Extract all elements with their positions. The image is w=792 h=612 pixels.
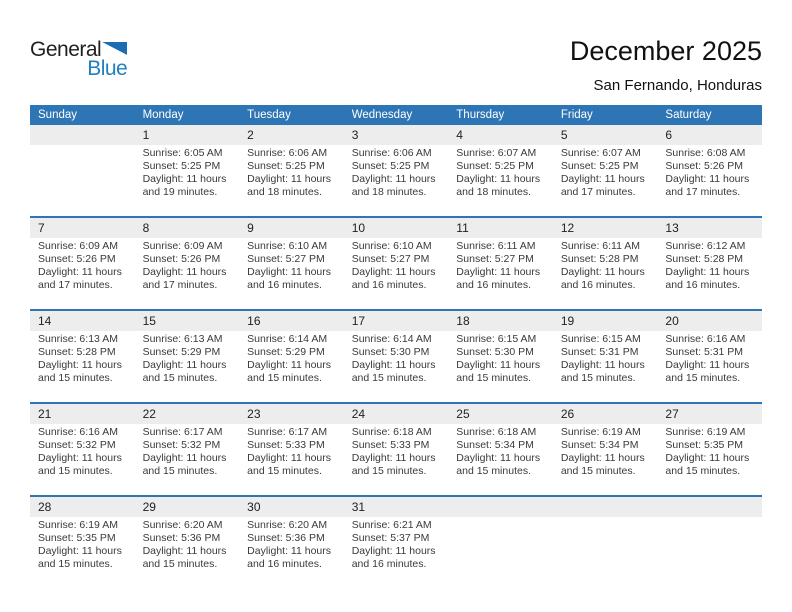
sunrise-text: Sunrise: 6:12 AM	[665, 240, 746, 252]
date-band	[30, 218, 762, 238]
day-cell	[135, 238, 240, 309]
sunset-text: Sunset: 5:36 PM	[142, 532, 221, 544]
day-cell	[344, 145, 449, 216]
day-cell	[135, 145, 240, 216]
day-number: 10	[351, 221, 366, 235]
page-subtitle: San Fernando, Honduras	[593, 77, 762, 94]
day-cell	[448, 517, 553, 588]
daylight-text: Daylight: 11 hours and 18 minutes.	[247, 173, 331, 198]
day-number: 8	[142, 221, 150, 235]
sunset-text: Sunset: 5:33 PM	[247, 439, 325, 451]
day-cell	[657, 517, 762, 588]
weekday-header	[30, 105, 762, 125]
sunset-text: Sunset: 5:26 PM	[665, 160, 744, 172]
day-number: 14	[38, 314, 52, 328]
sunrise-text: Sunrise: 6:05 AM	[142, 147, 223, 159]
day-cell	[448, 145, 553, 216]
sunset-text: Sunset: 5:37 PM	[351, 532, 430, 544]
logo-blue-text: Blue	[87, 57, 128, 80]
day-number: 6	[665, 128, 673, 142]
day-cell	[448, 331, 553, 402]
sunset-text: Sunset: 5:27 PM	[247, 253, 325, 265]
daylight-text: Daylight: 11 hours and 16 minutes.	[247, 545, 331, 570]
sunset-text: Sunset: 5:34 PM	[456, 439, 534, 451]
day-cell	[135, 517, 240, 588]
sunrise-text: Sunrise: 6:11 AM	[560, 240, 641, 252]
title-block	[570, 36, 762, 94]
page-title: December 2025	[569, 36, 762, 66]
sunrise-text: Sunrise: 6:16 AM	[665, 333, 746, 345]
daylight-text: Daylight: 11 hours and 15 minutes.	[560, 452, 645, 477]
day-cell	[135, 331, 240, 402]
sunrise-text: Sunrise: 6:18 AM	[351, 426, 432, 438]
day-number: 7	[38, 221, 45, 235]
daylight-text: Daylight: 11 hours and 16 minutes.	[247, 266, 331, 291]
sunrise-text: Sunrise: 6:14 AM	[247, 333, 328, 345]
weekday-cell-saturday: Saturday	[665, 109, 712, 121]
day-number: 20	[665, 314, 679, 328]
sunset-text: Sunset: 5:25 PM	[142, 160, 221, 172]
week-content	[30, 424, 762, 495]
sunrise-text: Sunrise: 6:10 AM	[247, 240, 328, 252]
sunrise-text: Sunrise: 6:09 AM	[142, 240, 223, 252]
day-cell	[448, 238, 553, 309]
daylight-text: Daylight: 11 hours and 15 minutes.	[351, 359, 436, 384]
daylight-text: Daylight: 11 hours and 17 minutes.	[560, 173, 645, 198]
day-cell	[553, 145, 658, 216]
day-number	[448, 497, 553, 517]
day-number: 29	[142, 500, 156, 514]
daylight-text: Daylight: 11 hours and 15 minutes.	[142, 545, 227, 570]
weekday-cell-monday: Monday	[142, 109, 184, 121]
day-number: 12	[560, 221, 575, 235]
day-number: 25	[456, 407, 470, 421]
daylight-text: Daylight: 11 hours and 19 minutes.	[142, 173, 227, 198]
week-content	[30, 238, 762, 309]
day-number	[30, 125, 135, 145]
sunrise-text: Sunrise: 6:07 AM	[560, 147, 641, 159]
day-number: 9	[247, 221, 254, 235]
day-cell	[344, 517, 449, 588]
sunset-text: Sunset: 5:25 PM	[560, 160, 639, 172]
daylight-text: Daylight: 11 hours and 17 minutes.	[142, 266, 227, 291]
daylight-text: Daylight: 11 hours and 17 minutes.	[38, 266, 122, 291]
day-number: 23	[247, 407, 261, 421]
daylight-text: Daylight: 11 hours and 15 minutes.	[351, 452, 436, 477]
daylight-text: Daylight: 11 hours and 15 minutes.	[456, 452, 541, 477]
day-number: 4	[456, 128, 463, 142]
sunrise-text: Sunrise: 6:11 AM	[456, 240, 536, 252]
sunrise-text: Sunrise: 6:08 AM	[665, 147, 746, 159]
sunrise-text: Sunrise: 6:10 AM	[351, 240, 432, 252]
week-row	[30, 125, 762, 216]
sunrise-text: Sunrise: 6:20 AM	[142, 519, 223, 531]
day-cell	[30, 424, 135, 495]
sunrise-text: Sunrise: 6:09 AM	[38, 240, 118, 252]
day-number: 16	[247, 314, 261, 328]
sunset-text: Sunset: 5:35 PM	[38, 532, 116, 544]
date-band	[30, 125, 762, 145]
day-number: 30	[247, 500, 261, 514]
week-content	[30, 331, 762, 402]
sunset-text: Sunset: 5:31 PM	[665, 346, 744, 358]
day-number: 13	[665, 221, 679, 235]
sunset-text: Sunset: 5:25 PM	[247, 160, 325, 172]
daylight-text: Daylight: 11 hours and 15 minutes.	[38, 452, 122, 477]
weekday-cell-friday: Friday	[560, 109, 593, 121]
day-cell	[553, 424, 658, 495]
daylight-text: Daylight: 11 hours and 15 minutes.	[665, 452, 750, 477]
logo-general-text: General	[30, 38, 102, 61]
sunrise-text: Sunrise: 6:16 AM	[38, 426, 118, 438]
daylight-text: Daylight: 11 hours and 16 minutes.	[456, 266, 541, 291]
week-row	[30, 216, 762, 309]
day-cell	[344, 238, 449, 309]
sunrise-text: Sunrise: 6:20 AM	[247, 519, 328, 531]
sunrise-text: Sunrise: 6:06 AM	[351, 147, 432, 159]
daylight-text: Daylight: 11 hours and 15 minutes.	[38, 545, 122, 570]
date-band	[30, 404, 762, 424]
sunrise-text: Sunrise: 6:07 AM	[456, 147, 537, 159]
daylight-text: Daylight: 11 hours and 15 minutes.	[142, 452, 227, 477]
day-cell	[239, 238, 344, 309]
sunrise-text: Sunrise: 6:13 AM	[38, 333, 118, 345]
day-cell	[30, 331, 135, 402]
day-number: 28	[38, 500, 52, 514]
daylight-text: Daylight: 11 hours and 16 minutes.	[351, 266, 436, 291]
sunrise-text: Sunrise: 6:17 AM	[247, 426, 328, 438]
daylight-text: Daylight: 11 hours and 16 minutes.	[351, 545, 436, 570]
day-cell	[30, 517, 135, 588]
day-number: 26	[560, 407, 575, 421]
day-number: 22	[142, 407, 156, 421]
week-content	[30, 517, 762, 588]
sunset-text: Sunset: 5:27 PM	[456, 253, 534, 265]
calendar-table	[30, 105, 762, 588]
sunset-text: Sunset: 5:26 PM	[38, 253, 116, 265]
day-number: 5	[560, 128, 568, 142]
day-cell	[553, 331, 658, 402]
day-number	[657, 497, 762, 517]
day-number: 31	[351, 500, 366, 514]
sunrise-text: Sunrise: 6:17 AM	[142, 426, 223, 438]
sunset-text: Sunset: 5:28 PM	[560, 253, 639, 265]
sunset-text: Sunset: 5:32 PM	[142, 439, 221, 451]
sunrise-text: Sunrise: 6:21 AM	[351, 519, 432, 531]
weekday-cell-sunday: Sunday	[38, 109, 78, 121]
sunset-text: Sunset: 5:28 PM	[665, 253, 744, 265]
weekday-cell-tuesday: Tuesday	[247, 109, 291, 121]
logo-triangle-icon	[102, 42, 127, 55]
sunrise-text: Sunrise: 6:15 AM	[560, 333, 641, 345]
day-cell	[239, 517, 344, 588]
sunset-text: Sunset: 5:25 PM	[351, 160, 430, 172]
day-cell	[239, 331, 344, 402]
week-row	[30, 402, 762, 495]
sunrise-text: Sunrise: 6:06 AM	[247, 147, 328, 159]
day-number: 24	[351, 407, 366, 421]
day-number: 15	[142, 314, 156, 328]
day-cell	[239, 145, 344, 216]
sunset-text: Sunset: 5:28 PM	[38, 346, 116, 358]
daylight-text: Daylight: 11 hours and 18 minutes.	[351, 173, 436, 198]
day-number	[553, 497, 658, 517]
daylight-text: Daylight: 11 hours and 15 minutes.	[142, 359, 227, 384]
sunrise-text: Sunrise: 6:18 AM	[456, 426, 537, 438]
daylight-text: Daylight: 11 hours and 18 minutes.	[456, 173, 541, 198]
sunset-text: Sunset: 5:31 PM	[560, 346, 639, 358]
sunset-text: Sunset: 5:25 PM	[456, 160, 534, 172]
week-row	[30, 495, 762, 588]
date-band	[30, 497, 762, 517]
day-number: 11	[456, 221, 469, 235]
week-content	[30, 145, 762, 216]
sunrise-text: Sunrise: 6:15 AM	[456, 333, 537, 345]
daylight-text: Daylight: 11 hours and 15 minutes.	[456, 359, 541, 384]
sunset-text: Sunset: 5:29 PM	[142, 346, 221, 358]
generalblue-logo	[30, 38, 127, 81]
daylight-text: Daylight: 11 hours and 17 minutes.	[665, 173, 750, 198]
calendar-grid	[30, 125, 762, 588]
day-cell	[657, 145, 762, 216]
day-cell	[657, 424, 762, 495]
sunset-text: Sunset: 5:35 PM	[665, 439, 744, 451]
day-cell	[344, 331, 449, 402]
day-number: 1	[142, 128, 150, 142]
day-cell	[135, 424, 240, 495]
day-cell	[553, 238, 658, 309]
sunset-text: Sunset: 5:26 PM	[142, 253, 221, 265]
daylight-text: Daylight: 11 hours and 15 minutes.	[560, 359, 645, 384]
daylight-text: Daylight: 11 hours and 15 minutes.	[247, 452, 331, 477]
day-number: 3	[351, 128, 359, 142]
week-row	[30, 309, 762, 402]
sunset-text: Sunset: 5:30 PM	[456, 346, 534, 358]
day-number: 27	[665, 407, 679, 421]
day-number: 21	[38, 407, 52, 421]
sunset-text: Sunset: 5:29 PM	[247, 346, 325, 358]
daylight-text: Daylight: 11 hours and 16 minutes.	[665, 266, 750, 291]
sunrise-text: Sunrise: 6:14 AM	[351, 333, 432, 345]
sunset-text: Sunset: 5:34 PM	[560, 439, 639, 451]
day-number: 18	[456, 314, 470, 328]
sunset-text: Sunset: 5:27 PM	[351, 253, 430, 265]
weekday-cell-thursday: Thursday	[456, 109, 505, 121]
day-number: 2	[247, 128, 254, 142]
day-number: 19	[560, 314, 575, 328]
daylight-text: Daylight: 11 hours and 16 minutes.	[560, 266, 645, 291]
sunrise-text: Sunrise: 6:19 AM	[665, 426, 746, 438]
date-band	[30, 311, 762, 331]
weekday-cell-wednesday: Wednesday	[351, 109, 413, 121]
sunset-text: Sunset: 5:30 PM	[351, 346, 430, 358]
day-cell	[344, 424, 449, 495]
day-cell	[657, 331, 762, 402]
day-cell	[239, 424, 344, 495]
sunrise-text: Sunrise: 6:13 AM	[142, 333, 223, 345]
sunset-text: Sunset: 5:32 PM	[38, 439, 116, 451]
sunset-text: Sunset: 5:33 PM	[351, 439, 430, 451]
sunset-text: Sunset: 5:36 PM	[247, 532, 325, 544]
day-cell	[448, 424, 553, 495]
sunrise-text: Sunrise: 6:19 AM	[38, 519, 118, 531]
daylight-text: Daylight: 11 hours and 15 minutes.	[38, 359, 122, 384]
day-cell	[30, 238, 135, 309]
day-cell	[30, 145, 135, 216]
day-cell	[553, 517, 658, 588]
daylight-text: Daylight: 11 hours and 15 minutes.	[247, 359, 331, 384]
day-cell	[657, 238, 762, 309]
sunrise-text: Sunrise: 6:19 AM	[560, 426, 641, 438]
day-number: 17	[351, 314, 366, 328]
daylight-text: Daylight: 11 hours and 15 minutes.	[665, 359, 750, 384]
